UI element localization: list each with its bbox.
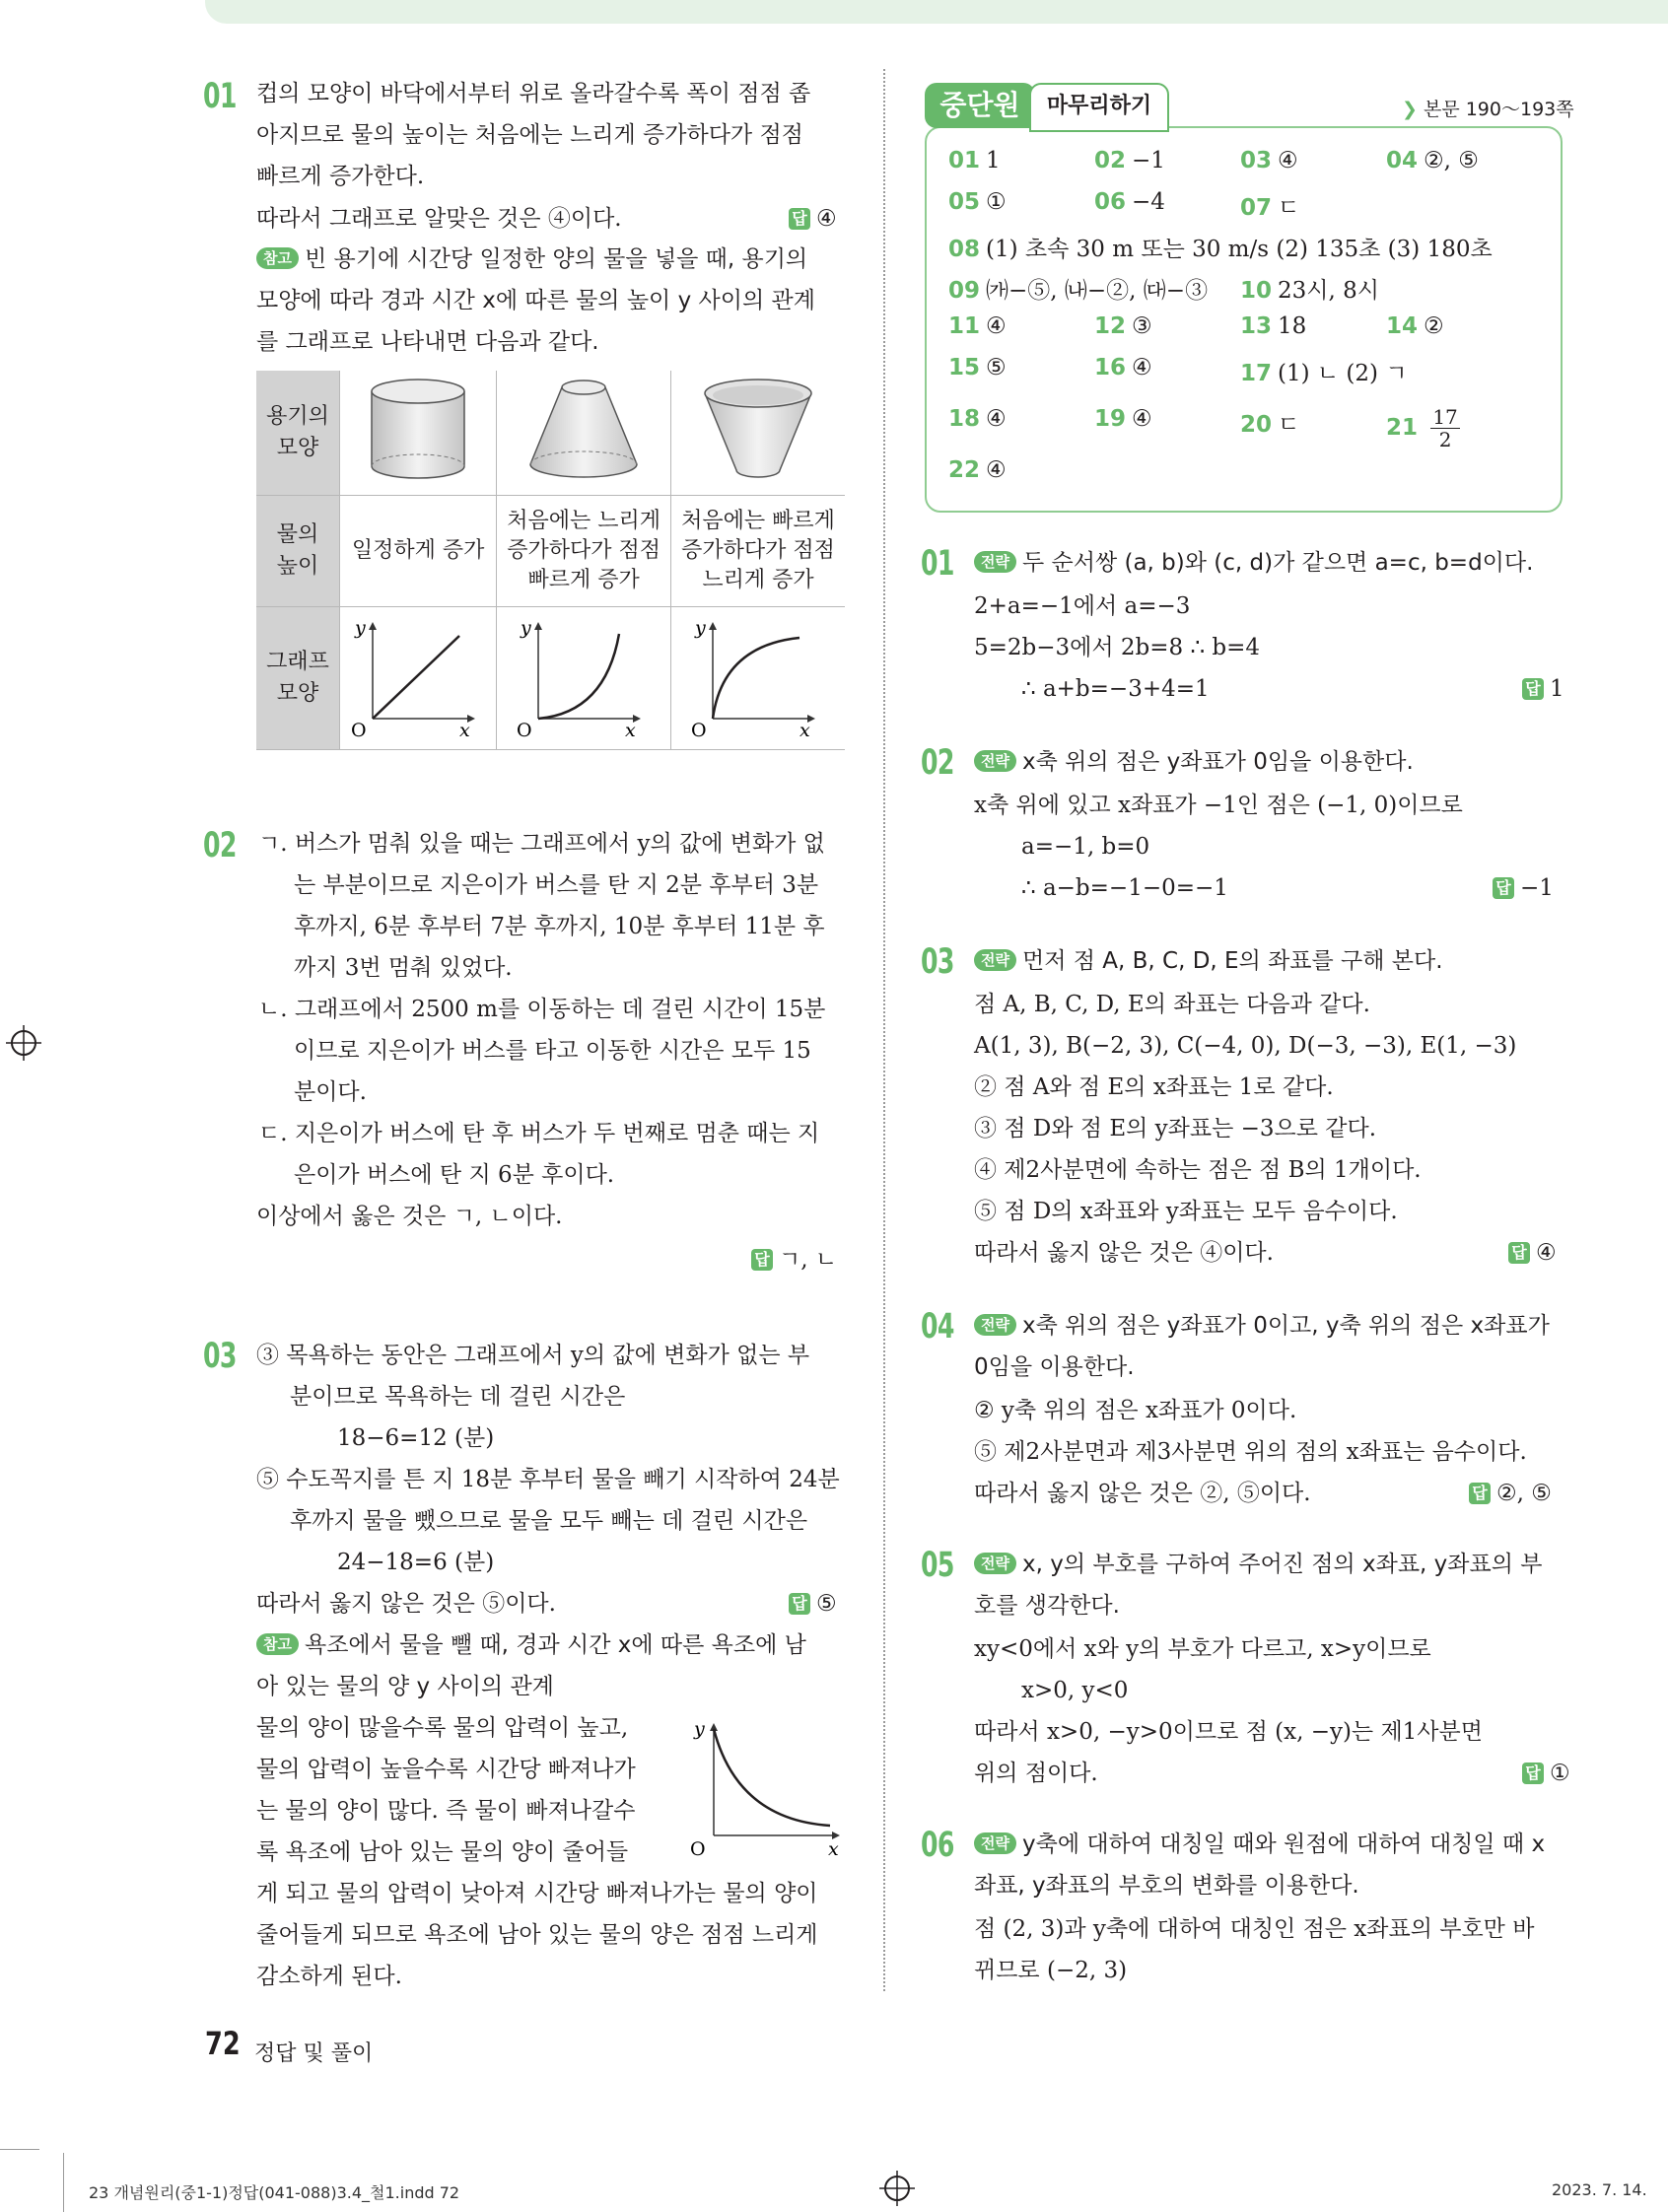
height-description: 처음에는 빠르게 증가하다가 점점 느리게 증가: [671, 496, 845, 607]
svg-text:y: y: [521, 616, 531, 639]
answer-cell: 07 ㄷ: [1240, 195, 1300, 221]
question-number: 03: [921, 942, 954, 982]
solution-line: 빠르게 증가한다.: [256, 164, 425, 189]
solution-line: 5=2b−3에서 2b=8 ∴ b=4: [974, 635, 1261, 660]
answer-mark: 답 −1: [1493, 875, 1554, 901]
drain-graph: [688, 1713, 846, 1861]
answer-cell: 14 ②: [1386, 313, 1444, 339]
answer-cell: 08 (1) 초속 30 m 또는 30 m/s (2) 135초 (3) 180초: [948, 237, 1493, 262]
page-reference: ❯ 본문 190～193쪽: [1402, 99, 1574, 120]
solution-line: ④ 제2사분면에 속하는 점은 점 B의 1개이다.: [974, 1157, 1422, 1183]
answer-cell: 11 ④: [948, 313, 1007, 339]
solution-line: 점 (2, 3)과 y축에 대하여 대칭인 점은 x좌표의 부호만 바: [974, 1916, 1535, 1942]
height-description: 일정하게 증가: [340, 496, 497, 607]
svg-text:x: x: [459, 719, 470, 738]
strategy-line: 0임을 이용한다.: [974, 1354, 1135, 1380]
page-label: 정답 및 풀이: [254, 2041, 374, 2066]
strategy-line: 전략 x축 위의 점은 y좌표가 0이고, y축 위의 점은 x좌표가: [974, 1311, 1550, 1341]
solution-line: ∴ a−b=−1−0=−1: [1021, 875, 1228, 901]
note-body: 게 되고 물의 압력이 낮아져 시간당 빠져나가는 물의 양이: [256, 1881, 818, 1906]
note-line: 아 있는 물의 양 y 사이의 관계: [256, 1674, 554, 1699]
answer-mark: 답 ②, ⑤: [1469, 1481, 1552, 1506]
question-number: 01: [921, 544, 954, 584]
solution-line: 따라서 그래프로 알맞은 것은 ④이다.: [256, 206, 622, 232]
strategy-line: 전략 y축에 대하여 대칭일 때와 원점에 대하여 대칭일 때 x: [974, 1830, 1545, 1859]
note-body: 는 물의 양이 많다. 즉 물이 빠져나갈수: [256, 1798, 636, 1824]
note-line: 모양에 따라 경과 시간 x에 따른 물의 높이 y 사이의 관계: [256, 288, 815, 313]
crop-line: [63, 2153, 64, 2212]
cylinder-icon: [340, 371, 497, 496]
solution-line: 18−6=12 (분): [337, 1425, 495, 1451]
solution-line: ② 점 A와 점 E의 x좌표는 1로 같다.: [974, 1074, 1334, 1100]
note-body: 감소하게 된다.: [256, 1964, 402, 1989]
question-number: 06: [921, 1826, 954, 1865]
note-line: 를 그래프로 나타내면 다음과 같다.: [256, 329, 599, 355]
row-header-shape: 용기의 모양: [256, 371, 340, 496]
answer-cell: 03 ④: [1240, 148, 1298, 173]
answer-mark: 답 1: [1522, 676, 1564, 702]
solution-line: 컵의 모양이 바닥에서부터 위로 올라갈수록 폭이 점점 좁: [256, 81, 811, 106]
tab-wrapup: 마무리하기: [1029, 83, 1169, 132]
column-divider: [883, 69, 885, 1991]
question-number: 03: [203, 1337, 237, 1376]
crop-line: [0, 2149, 39, 2150]
answer-cell: 12 ③: [1094, 313, 1152, 339]
strategy-line: 좌표, y좌표의 부호의 변화를 이용한다.: [974, 1873, 1359, 1899]
answer-cell: 06 −4: [1094, 189, 1165, 215]
solution-line: 분이다.: [294, 1079, 367, 1105]
solution-line: a=−1, b=0: [1021, 834, 1150, 860]
page-number: 72: [205, 2025, 241, 2062]
answer-cell: 16 ④: [1094, 355, 1152, 380]
solution-line: 2+a=−1에서 a=−3: [974, 593, 1191, 619]
solution-line: 점 A, B, C, D, E의 좌표는 다음과 같다.: [974, 992, 1370, 1017]
strategy-line: 전략 x축 위의 점은 y좌표가 0임을 이용한다.: [974, 747, 1414, 777]
solution-line: ㄱ. 버스가 멈춰 있을 때는 그래프에서 y의 값에 변화가 없: [258, 831, 825, 857]
answer-mark: 답 ㄱ, ㄴ: [751, 1241, 837, 1274]
answer-cell: 04 ②, ⑤: [1386, 148, 1479, 173]
tab-chapter: 중단원: [925, 83, 1035, 128]
solution-line: ② y축 위의 점은 x좌표가 0이다.: [974, 1398, 1297, 1423]
solution-line: 뀌므로 (−2, 3): [974, 1958, 1128, 1983]
svg-text:O: O: [691, 719, 707, 738]
question-number: 01: [203, 77, 237, 116]
registration-mark-icon: [879, 2171, 915, 2206]
footer-file: 23 개념원리(중1-1)정답(041-088)3.4_철1.indd 72: [89, 2183, 460, 2202]
answer-mark: 답 ①: [1522, 1761, 1570, 1786]
solution-line: ⑤ 수도꼭지를 튼 지 18분 후부터 물을 빼기 시작하여 24분: [256, 1467, 840, 1492]
row-header-height: 물의 높이: [256, 496, 340, 607]
solution-line: 후까지 물을 뺐으므로 물을 모두 빼는 데 걸린 시간은: [290, 1508, 808, 1534]
answer-mark: 답 ④: [789, 206, 837, 232]
answer-cell: 10 23시, 8시: [1240, 278, 1379, 304]
convex-up-graph: [497, 607, 671, 750]
question-number: 05: [921, 1546, 954, 1585]
answer-mark: 답 ④: [1508, 1240, 1557, 1266]
note-body: 물의 양이 많을수록 물의 압력이 높고,: [256, 1715, 629, 1741]
concave-graph: [671, 607, 845, 750]
solution-line: 는 부분이므로 지은이가 버스를 탄 지 2분 후부터 3분: [294, 872, 819, 898]
answer-cell: 02 −1: [1094, 148, 1165, 173]
solution-line: 따라서 옳지 않은 것은 ②, ⑤이다.: [974, 1481, 1311, 1506]
solution-line: 따라서 옳지 않은 것은 ⑤이다.: [256, 1591, 556, 1617]
solution-line: xy<0에서 x와 y의 부호가 다르고, x>y이므로: [974, 1636, 1431, 1662]
answer-cell: 20 ㄷ: [1240, 412, 1300, 438]
solution-line: 이므로 지은이가 버스를 타고 이동한 시간은 모두 15: [294, 1038, 811, 1064]
answer-mark: 답 ⑤: [789, 1591, 837, 1617]
solution-line: ⑤ 점 D의 x좌표와 y좌표는 모두 음수이다.: [974, 1199, 1398, 1224]
solution-line: 이상에서 옳은 것은 ㄱ, ㄴ이다.: [256, 1204, 563, 1229]
svg-text:O: O: [690, 1838, 706, 1860]
top-band: [205, 0, 1668, 24]
svg-text:y: y: [695, 616, 706, 639]
solution-line: 따라서 옳지 않은 것은 ④이다.: [974, 1240, 1274, 1266]
answer-cell: 22 ④: [948, 457, 1007, 483]
row-header-graph: 그래프 모양: [256, 607, 340, 750]
registration-mark-icon: [6, 1025, 41, 1061]
cone-frustum-icon: [497, 371, 671, 496]
svg-text:x: x: [799, 719, 810, 738]
solution-line: 따라서 x>0, −y>0이므로 점 (x, −y)는 제1사분면: [974, 1719, 1483, 1745]
cup-icon: [671, 371, 845, 496]
strategy-line: 전략 x, y의 부호를 구하여 주어진 점의 x좌표, y좌표의 부: [974, 1550, 1542, 1579]
answer-cell: 18 ④: [948, 406, 1007, 432]
solution-line: ⑤ 제2사분면과 제3사분면 위의 점의 x좌표는 음수이다.: [974, 1439, 1527, 1465]
svg-text:x: x: [828, 1838, 839, 1860]
answer-cell: 19 ④: [1094, 406, 1152, 432]
answer-cell: 17 (1) ㄴ (2) ㄱ: [1240, 361, 1408, 386]
solution-line: 까지 3번 멈춰 있었다.: [294, 955, 513, 981]
linear-graph: [340, 607, 497, 750]
answer-cell: 15 ⑤: [948, 355, 1007, 380]
solution-line: 은이가 버스에 탄 지 6분 후이다.: [294, 1162, 615, 1188]
strategy-line: 전략 먼저 점 A, B, C, D, E의 좌표를 구해 본다.: [974, 946, 1443, 976]
solution-line: 아지므로 물의 높이는 처음에는 느리게 증가하다가 점점: [256, 122, 803, 148]
note-body: 줄어들게 되므로 욕조에 남아 있는 물의 양은 점점 느리게: [256, 1922, 818, 1948]
svg-text:O: O: [517, 719, 532, 738]
answer-cell: 13 18: [1240, 313, 1307, 339]
solution-line: x>0, y<0: [1021, 1678, 1129, 1703]
answer-cell: 05 ①: [948, 189, 1007, 215]
solution-line: A(1, 3), B(−2, 3), C(−4, 0), D(−3, −3), E(1, −3): [974, 1033, 1517, 1059]
solution-line: ∴ a+b=−3+4=1: [1021, 676, 1210, 702]
svg-text:x: x: [625, 719, 636, 738]
solution-line: ㄴ. 그래프에서 2500 m를 이동하는 데 걸린 시간이 15분: [258, 997, 826, 1022]
note-body: 록 욕조에 남아 있는 물의 양이 줄어들: [256, 1839, 629, 1865]
question-number: 02: [921, 743, 954, 783]
answer-cell: 09 ㈎−⑤, ㈏−②, ㈐−③: [948, 278, 1209, 304]
strategy-line: 전략 두 순서쌍 (a, b)와 (c, d)가 같으면 a=c, b=d이다.: [974, 548, 1533, 578]
solution-line: 후까지, 6분 후부터 7분 후까지, 10분 후부터 11분 후: [294, 914, 825, 939]
svg-text:y: y: [694, 1718, 705, 1740]
question-number: 02: [203, 826, 237, 865]
note-line: 참고 욕조에서 물을 뺄 때, 경과 시간 x에 따른 욕조에 남: [256, 1630, 806, 1660]
solution-line: 24−18=6 (분): [337, 1550, 495, 1575]
footer-date: 2023. 7. 14.: [1552, 2180, 1647, 2199]
note-line: 참고 빈 용기에 시간당 일정한 양의 물을 넣을 때, 용기의: [256, 244, 807, 274]
note-body: 물의 압력이 높을수록 시간당 빠져나가: [256, 1757, 636, 1782]
solution-line: ③ 점 D와 점 E의 y좌표는 −3으로 같다.: [974, 1116, 1377, 1141]
svg-text:O: O: [351, 719, 367, 738]
answer-cell: 21 $\frac{17}{2}$: [1386, 405, 1458, 451]
solution-line: ③ 목욕하는 동안은 그래프에서 y의 값에 변화가 없는 부: [256, 1343, 810, 1368]
strategy-line: 호를 생각한다.: [974, 1593, 1120, 1619]
svg-text:y: y: [355, 616, 366, 639]
container-table: [256, 371, 845, 750]
solution-line: ㄷ. 지은이가 버스에 탄 후 버스가 두 번째로 멈춘 때는 지: [258, 1121, 820, 1146]
answer-cell: 01 1: [948, 148, 1001, 173]
fraction: $\frac{17}{2}$: [1432, 405, 1458, 451]
solution-line: 분이므로 목욕하는 데 걸린 시간은: [290, 1384, 626, 1410]
question-number: 04: [921, 1307, 954, 1347]
solution-line: x축 위에 있고 x좌표가 −1인 점은 (−1, 0)이므로: [974, 793, 1463, 818]
height-description: 처음에는 느리게 증가하다가 점점 빠르게 증가: [497, 496, 671, 607]
solution-line: 위의 점이다.: [974, 1761, 1098, 1786]
